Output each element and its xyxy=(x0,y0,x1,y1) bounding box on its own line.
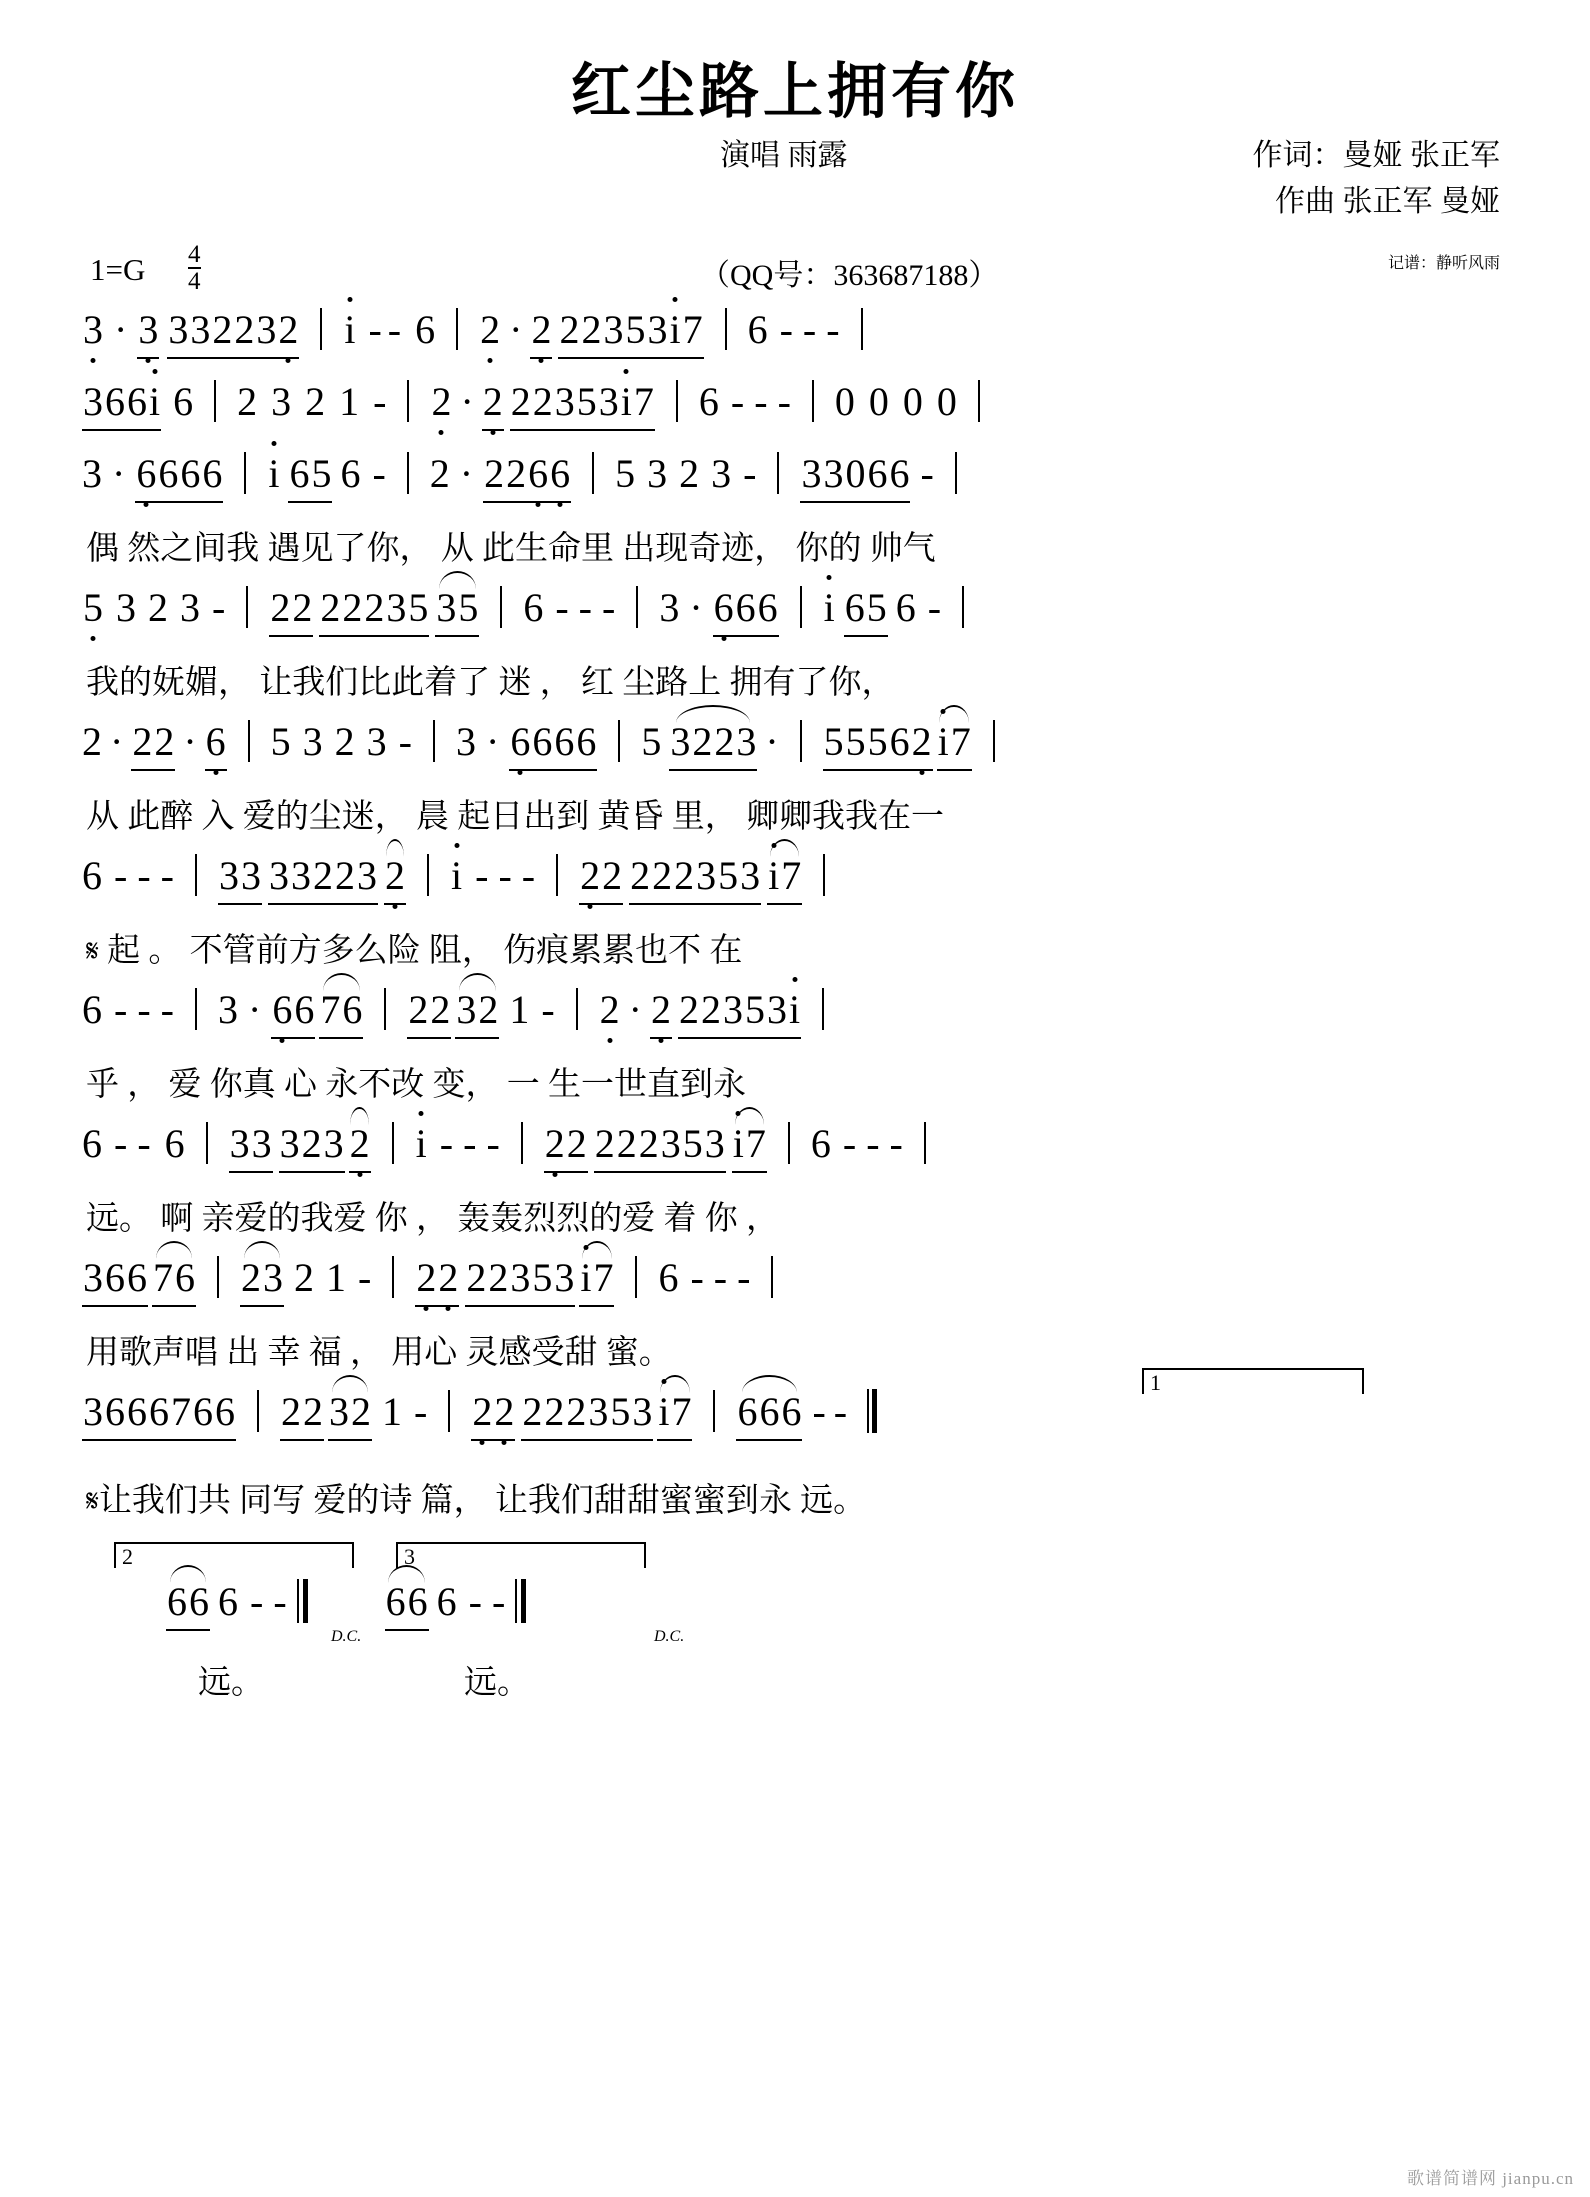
volta-number-1: 1 xyxy=(1150,1370,1161,1395)
volta-bracket-1 xyxy=(1142,1368,1364,1394)
lyric-line-6: 远。 啊 亲爱的我爱 你 ， 轰轰烈烈的爱 着 你 ， xyxy=(86,1201,779,1237)
lyric-line-2: 我的妩媚， 让我们比此着了 迷 ， 红 尘路上 拥有了你， xyxy=(86,665,895,701)
lyric-line-9 xyxy=(86,1656,1530,1701)
music-line-3: 3 · 6666 i 65 6 - 2 · 2266 5 3 2 3 - 33066 - xyxy=(82,450,1520,522)
music-line-6: 6 - - - 33 33223 2 i - - - 22 222353 i7 xyxy=(82,852,1520,924)
scribe-credit: 记谱：静听风雨 xyxy=(1387,255,1500,272)
watermark: 歌谱简谱网 jianpu.cn xyxy=(1406,2169,1574,2188)
lyric-line-1: 偶 然之间我 遇见了你， 从 此生命里 出现奇迹， 你的 帅气 xyxy=(86,531,936,567)
credit-row-2 xyxy=(60,176,1530,222)
music-line-11 xyxy=(86,1536,1530,1656)
music-line-2: 366i 6 2 3 2 1 - 2 · 2 22353i7 6 - - - 0 0 0 0 xyxy=(82,378,1520,450)
lyric-line-4 xyxy=(86,924,1530,986)
music-line-4: 5 3 2 3 - 22 22235 35 6 - - - 3 · 666 i 65 6 - xyxy=(82,584,1520,656)
music-line-5: 2 · 22 · 6 5 3 2 3 - 3 · 6666 5 3223 · 55562 i7 xyxy=(82,718,1520,790)
music-line-1: 3 · 3 332232 i - - 6 2 · 2 22353i7 6 - - - xyxy=(82,306,1520,378)
meter-numerator: 4 xyxy=(188,241,201,268)
sheet-music-page xyxy=(0,44,1590,2197)
segno-mark-1: 𝄋 xyxy=(86,935,99,968)
segno-mark-2: 𝄋 xyxy=(86,1485,99,1518)
ending-2-notes: 66 6 - - 66 6 - - xyxy=(166,1578,537,1631)
lyric-line-3: 从 此醉 入 爱的尘迷， 晨 起日出到 黄昏 里， 卿卿我我在一 xyxy=(86,799,944,835)
music-line-10: 1 3666766 22 32 1 - 22 222353 i7 666 - - xyxy=(82,1388,1520,1474)
music-line-8: 6 - - 6 33 323 2 i - - - 22 222353 i7 6 - - - xyxy=(82,1120,1520,1192)
composer-credit: 作曲 张正军 曼娅 xyxy=(1275,185,1500,218)
volta-bracket-3 xyxy=(396,1542,646,1568)
credit-row-1 xyxy=(60,130,1530,176)
repeat-end-barline xyxy=(865,1389,877,1433)
lyric-line-5: 乎 ， 爱 你真 心 永不改 变， 一 生一世直到永 xyxy=(86,1067,746,1103)
lyric-line-7: 用歌声唱 出 幸 福 ， 用心 灵感受甜 蜜。 xyxy=(86,1335,672,1371)
lyric-line-8 xyxy=(86,1474,1530,1536)
volta-bracket-2 xyxy=(114,1542,354,1568)
key-signature: 1=G xyxy=(90,252,146,287)
qq-number: （QQ号：363687188） xyxy=(700,259,999,292)
volta-number-3: 3 xyxy=(404,1544,415,1569)
dc-mark-2: D.C. xyxy=(654,1628,685,1645)
music-line-7: 6 - - - 3 · 66 76 22 32 1 - 2 · 2 22353i xyxy=(82,986,1520,1058)
music-line-9: 366 76 23 2 1 - 22 22353 i7 6 - - - xyxy=(82,1254,1520,1326)
volta-number-2: 2 xyxy=(122,1544,133,1569)
time-signature xyxy=(188,242,201,294)
dc-mark-1: D.C. xyxy=(331,1628,362,1645)
lyric-line-9-text: 远。 xyxy=(198,1665,264,1701)
singer-credit: 演唱 雨露 xyxy=(720,139,848,172)
lyric-line-8-text: 让我们共 同写 爱的诗 篇， 让我们甜甜蜜蜜到永 远。 xyxy=(98,1483,867,1519)
lyricist-credit: 作词：曼娅 张正军 xyxy=(1252,139,1500,172)
double-barline-1 xyxy=(297,1579,309,1623)
lyric-line-10-text: 远。 xyxy=(464,1665,530,1701)
page-title: 红尘路上拥有你 xyxy=(571,59,1019,125)
double-barline-2 xyxy=(515,1579,527,1623)
lyric-line-4-text: 起 。 不管前方多么险 阻， 伤痕累累也不 在 xyxy=(107,933,743,969)
key-meter-row xyxy=(60,241,1530,306)
meter-denominator: 4 xyxy=(188,268,201,295)
